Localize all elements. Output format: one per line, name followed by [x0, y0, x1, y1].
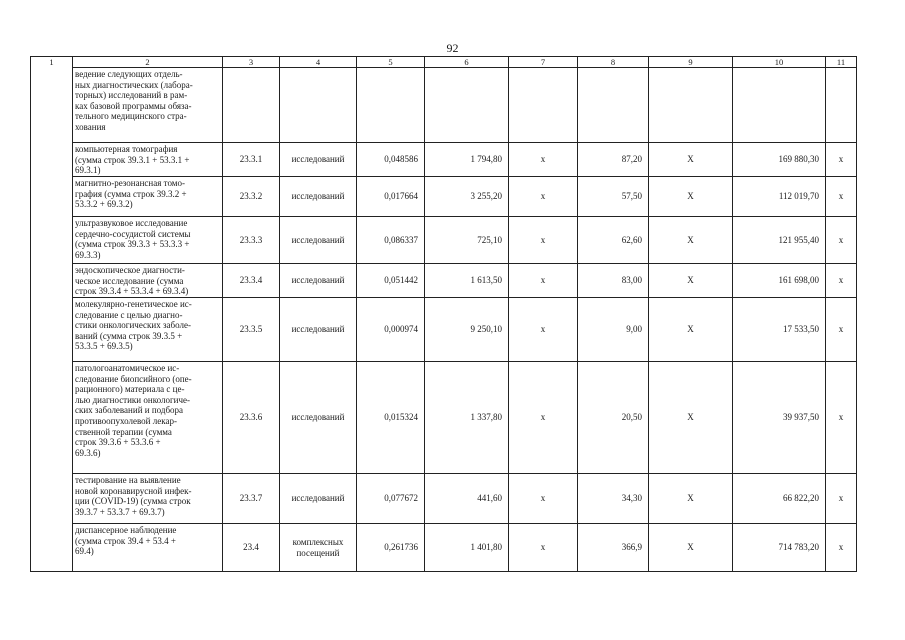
- row-description: диспансерное наблюдение (сумма строк 39.4 + 53.4 + 69.4): [73, 524, 223, 572]
- row-cell-col-9: Х: [649, 474, 733, 524]
- row-cell-col-5: 0,048586: [357, 143, 425, 177]
- row-cell-col-5: [357, 68, 425, 143]
- row-cell-col-10: 121 955,40: [733, 217, 826, 264]
- row-cell-col-5: 0,017664: [357, 177, 425, 217]
- row-cell-col-8: 57,50: [578, 177, 649, 217]
- header-cell-4: 4: [280, 57, 357, 68]
- row-cell-col-3: 23.3.2: [223, 177, 280, 217]
- row-cell-col-4: исследований: [280, 264, 357, 298]
- header-row: [31, 57, 857, 68]
- row-description: компьютерная томография (сумма строк 39.3.1 + 53.3.1 + 69.3.1): [73, 143, 223, 177]
- row-description: патологоанатомическое ис- следование биопсийного (опе- рационного) материала с це- лью диагностики онкологиче- ских заболеваний и подбора противоопухолевой лекар- ственной терапии (сумма строк 39.3.6 + 53.3.6 + 69.3.6): [73, 362, 223, 474]
- row-cell-col-9: Х: [649, 264, 733, 298]
- row-cell-col-8: 34,30: [578, 474, 649, 524]
- row-cell-col-6: 441,60: [425, 474, 509, 524]
- row-cell-col-10: 17 533,50: [733, 298, 826, 362]
- row-description: тестирование на выявление новой коронавирусной инфек- ции (COVID-19) (сумма строк 39.3.7 + 53.3.7 + 69.3.7): [73, 474, 223, 524]
- row-description: магнитно-резонансная томо- графия (сумма строк 39.3.2 + 53.3.2 + 69.3.2): [73, 177, 223, 217]
- header-cell-1: 1: [31, 57, 73, 68]
- table-row: [31, 264, 857, 298]
- row-cell-col-10: [733, 68, 826, 143]
- page-number: 92: [446, 41, 459, 55]
- header-cell-7: 7: [509, 57, 578, 68]
- row-cell-col-4: исследований: [280, 143, 357, 177]
- row-cell-col-5: 0,261736: [357, 524, 425, 572]
- row-cell-col-4: исследований: [280, 217, 357, 264]
- table-row: [31, 362, 857, 474]
- header-cell-11: 11: [826, 57, 857, 68]
- row-cell-col-3: 23.3.6: [223, 362, 280, 474]
- header-cell-6: 6: [425, 57, 509, 68]
- table-row: [31, 524, 857, 572]
- row-cell-col-3: [223, 68, 280, 143]
- row-cell-col-11: х: [826, 298, 857, 362]
- row-cell-col-3: 23.3.7: [223, 474, 280, 524]
- row-cell-col-8: 20,50: [578, 362, 649, 474]
- row-cell-col-3: 23.3.1: [223, 143, 280, 177]
- row-cell-col-11: х: [826, 362, 857, 474]
- row-cell-col-1: [31, 524, 73, 572]
- row-cell-col-1: [31, 264, 73, 298]
- row-cell-col-9: Х: [649, 143, 733, 177]
- row-cell-col-9: [649, 68, 733, 143]
- row-cell-col-5: 0,015324: [357, 362, 425, 474]
- row-cell-col-1: [31, 362, 73, 474]
- row-cell-col-7: х: [509, 362, 578, 474]
- row-cell-col-1: [31, 177, 73, 217]
- row-cell-col-3: 23.3.3: [223, 217, 280, 264]
- row-cell-col-8: [578, 68, 649, 143]
- row-cell-col-1: [31, 143, 73, 177]
- header-cell-9: 9: [649, 57, 733, 68]
- row-cell-col-7: х: [509, 474, 578, 524]
- row-cell-col-6: 1 794,80: [425, 143, 509, 177]
- row-description: ведение следующих отдель- ных диагностических (лабора- торных) исследований в рам- ках базовой программы обяза- тельного медицинского стра- хования: [73, 68, 223, 143]
- row-cell-col-9: Х: [649, 217, 733, 264]
- row-cell-col-9: Х: [649, 298, 733, 362]
- row-cell-col-6: 1 613,50: [425, 264, 509, 298]
- header-cell-5: 5: [357, 57, 425, 68]
- row-cell-col-5: 0,000974: [357, 298, 425, 362]
- row-cell-col-11: х: [826, 474, 857, 524]
- table-row: [31, 298, 857, 362]
- row-cell-col-6: 9 250,10: [425, 298, 509, 362]
- row-cell-col-8: 87,20: [578, 143, 649, 177]
- row-cell-col-6: [425, 68, 509, 143]
- row-cell-col-11: [826, 68, 857, 143]
- data-table: [30, 56, 857, 572]
- row-cell-col-7: х: [509, 298, 578, 362]
- row-cell-col-3: 23.3.5: [223, 298, 280, 362]
- table-row: [31, 217, 857, 264]
- row-cell-col-7: [509, 68, 578, 143]
- row-cell-col-9: Х: [649, 177, 733, 217]
- row-cell-col-11: х: [826, 524, 857, 572]
- row-cell-col-4: [280, 68, 357, 143]
- row-cell-col-5: 0,086337: [357, 217, 425, 264]
- row-cell-col-9: Х: [649, 362, 733, 474]
- row-cell-col-11: х: [826, 217, 857, 264]
- header-cell-3: 3: [223, 57, 280, 68]
- table-row: [31, 68, 857, 143]
- row-cell-col-4: исследований: [280, 298, 357, 362]
- row-cell-col-8: 366,9: [578, 524, 649, 572]
- row-cell-col-8: 62,60: [578, 217, 649, 264]
- row-cell-col-4: исследований: [280, 177, 357, 217]
- table-row: [31, 177, 857, 217]
- row-cell-col-9: Х: [649, 524, 733, 572]
- row-cell-col-1: [31, 217, 73, 264]
- table-row: [31, 143, 857, 177]
- row-cell-col-8: 9,00: [578, 298, 649, 362]
- row-cell-col-10: 714 783,20: [733, 524, 826, 572]
- row-cell-col-7: х: [509, 143, 578, 177]
- row-cell-col-7: х: [509, 264, 578, 298]
- header-cell-2: 2: [73, 57, 223, 68]
- row-cell-col-10: 112 019,70: [733, 177, 826, 217]
- row-cell-col-3: 23.3.4: [223, 264, 280, 298]
- row-cell-col-1: [31, 298, 73, 362]
- row-cell-col-1: [31, 474, 73, 524]
- row-description: ультразвуковое исследование сердечно-сосудистой системы (сумма строк 39.3.3 + 53.3.3 + 69.3.3): [73, 217, 223, 264]
- row-cell-col-6: 1 337,80: [425, 362, 509, 474]
- row-cell-col-11: х: [826, 143, 857, 177]
- row-cell-col-3: 23.4: [223, 524, 280, 572]
- row-cell-col-10: 169 880,30: [733, 143, 826, 177]
- row-cell-col-10: 161 698,00: [733, 264, 826, 298]
- row-cell-col-1: [31, 68, 73, 143]
- header-cell-10: 10: [733, 57, 826, 68]
- row-cell-col-10: 66 822,20: [733, 474, 826, 524]
- row-cell-col-4: исследований: [280, 474, 357, 524]
- row-cell-col-6: 3 255,20: [425, 177, 509, 217]
- row-description: эндоскопическое диагности- ческое исследование (сумма строк 39.3.4 + 53.3.4 + 69.3.4): [73, 264, 223, 298]
- row-cell-col-7: х: [509, 217, 578, 264]
- table-row: [31, 474, 857, 524]
- row-cell-col-8: 83,00: [578, 264, 649, 298]
- row-cell-col-7: х: [509, 177, 578, 217]
- row-cell-col-4: комплексных посещений: [280, 524, 357, 572]
- row-cell-col-6: 725,10: [425, 217, 509, 264]
- row-cell-col-11: х: [826, 177, 857, 217]
- row-cell-col-4: исследований: [280, 362, 357, 474]
- row-cell-col-6: 1 401,80: [425, 524, 509, 572]
- row-cell-col-10: 39 937,50: [733, 362, 826, 474]
- row-description: молекулярно-генетическое ис- следование с целью диагно- стики онкологических заболе- ваний (сумма строк 39.3.5 + 53.3.5 + 69.3.5): [73, 298, 223, 362]
- row-cell-col-5: 0,077672: [357, 474, 425, 524]
- row-cell-col-5: 0,051442: [357, 264, 425, 298]
- row-cell-col-7: х: [509, 524, 578, 572]
- row-cell-col-11: х: [826, 264, 857, 298]
- header-cell-8: 8: [578, 57, 649, 68]
